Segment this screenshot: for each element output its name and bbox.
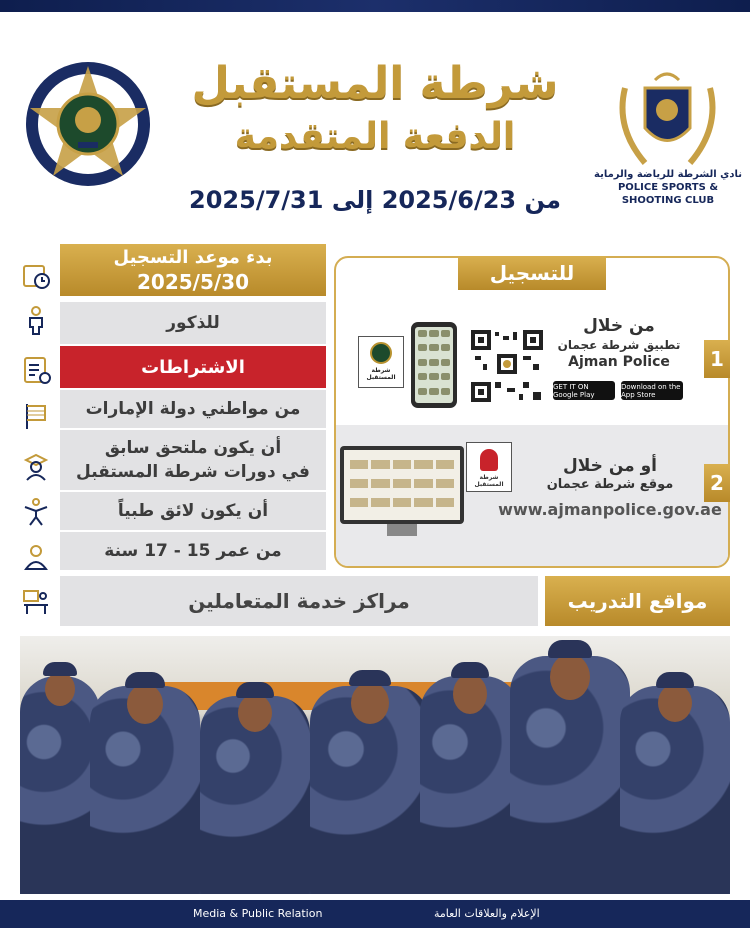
step1-app-en: Ajman Police: [568, 354, 670, 370]
training-locations-label: مواقع التدريب: [545, 576, 730, 626]
registration-label-text: للتسجيل: [489, 261, 575, 285]
top-bar: [0, 0, 750, 12]
step1-number: 1: [704, 340, 730, 378]
gender-row: للذكور: [60, 302, 326, 344]
graduate-icon: [18, 448, 54, 484]
registration-start-date: 2025/5/30: [136, 270, 250, 294]
registration-start-label: بدء موعد التسجيل: [113, 247, 273, 268]
step2-via: أو من خلال: [563, 456, 657, 476]
step1-via: من خلال: [583, 316, 655, 336]
step1-text: [540, 316, 698, 370]
step2-number: 2: [704, 464, 730, 502]
step2-site-ar: موقع شرطة عجمان: [546, 477, 674, 492]
app-icon-label: شرطة المستقبل: [366, 367, 396, 381]
footer-bar: [0, 900, 750, 928]
registration-start-box: [60, 244, 326, 296]
qr-code[interactable]: [471, 330, 543, 402]
condition-citizen: من مواطني دولة الإمارات: [60, 390, 326, 428]
checklist-icon: [18, 352, 54, 388]
conditions-header: الاشتراطات: [60, 346, 326, 388]
condition-previous-line1: أن يكون ملتحق سابق: [104, 438, 282, 458]
condition-previous-line2: في دورات شرطة المستقبل: [76, 462, 310, 482]
age-person-icon: [18, 540, 54, 576]
google-play-badge[interactable]: GET IT ON Google Play: [553, 381, 615, 400]
person-icon: [18, 302, 54, 338]
app-store-badge[interactable]: Download on the App Store: [621, 381, 683, 400]
sports-club-caption-ar: نادي الشرطة للرياضة والرماية: [594, 169, 742, 180]
condition-medical: أن يكون لائق طبياً: [60, 492, 326, 530]
ajman-police-hq-emblem: [22, 58, 154, 190]
fitness-icon: [18, 494, 54, 530]
condition-age: من عمر 15 - 17 سنة: [60, 532, 326, 570]
condition-previous-enrollment: [60, 430, 326, 490]
calendar-clock-icon: [18, 258, 54, 294]
police-sports-club-emblem: [605, 58, 730, 178]
registration-label: [458, 256, 606, 290]
cadets-photo: [20, 636, 730, 894]
footer-en: Media & Public Relation: [193, 907, 323, 920]
future-police-app-icon[interactable]: [358, 336, 404, 388]
footer-ar: الإعلام والعلاقات العامة: [434, 907, 540, 920]
training-locations-value: مراكز خدمة المتعاملين: [60, 576, 538, 626]
step2-site-url[interactable]: www.ajmanpolice.gov.ae: [498, 500, 722, 519]
flag-icon: [18, 398, 54, 434]
monitor-mockup: [340, 446, 464, 538]
main-title: شرطة المستقبل: [191, 58, 559, 109]
training-desk-icon: [18, 584, 54, 620]
sports-club-caption: [588, 168, 748, 207]
future-police-web-icon[interactable]: [466, 442, 512, 492]
sub-title: الدفعة المتقدمة: [234, 116, 516, 157]
sports-club-caption-en: POLICE SPORTS & SHOOTING CLUB: [617, 182, 719, 206]
web-icon-label: شرطة المستقبل: [474, 474, 504, 488]
date-range: من 2025/6/23 إلى 2025/7/31: [189, 186, 561, 214]
store-badges: [553, 381, 683, 400]
phone-mockup: [411, 322, 457, 408]
step1-app-ar: تطبيق شرطة عجمان: [557, 338, 681, 352]
step2-text: [490, 456, 730, 519]
